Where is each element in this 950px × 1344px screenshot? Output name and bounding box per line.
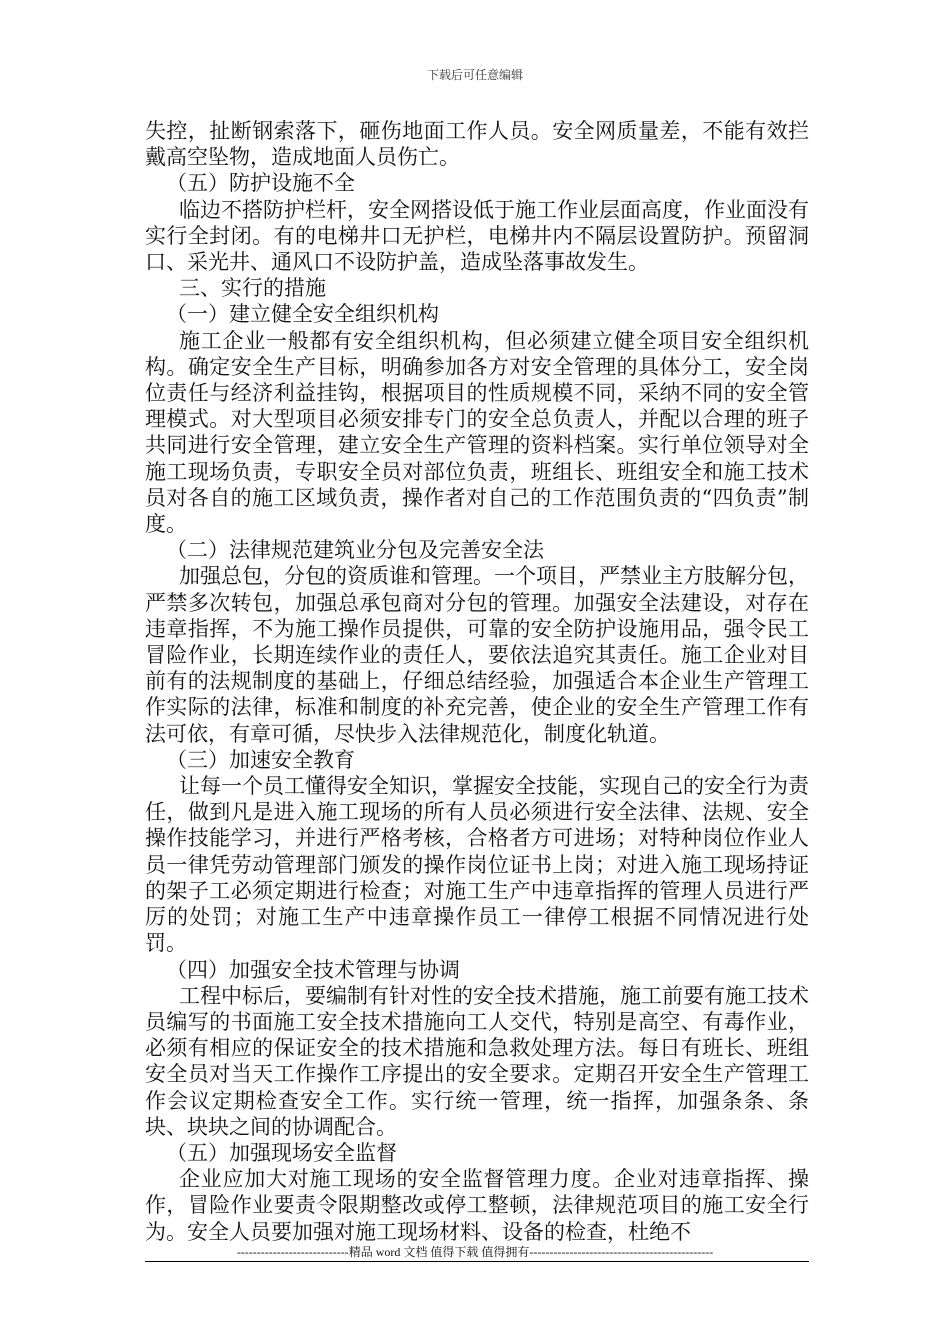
subheading: （二）法律规范建筑业分包及完善安全法 — [166, 538, 544, 563]
paragraph: 工程中标后，要编制有针对性的安全技术措施，施工前要有施工技术员编写的书面施工安全技术措施向工人交代，特别是高空、有毒作业，必须有相应的保证安全的技术措施和急救处理方法。每日有班长、班组安全员对当天工作操作工序提出的安全要求。定期召开安全生产管理工作会议定期检查安全工作。实行统一管理，统一指挥，加强条条、条块、块块之间的协调配合。 — [145, 983, 809, 1139]
section-heading: 三、实行的措施 — [179, 276, 326, 301]
subheading: （三）加速安全教育 — [166, 747, 355, 772]
page-footer: ----------------------------精品 word 文档 值得下载 值得拥有---------------------------------------------- — [236, 1245, 714, 1259]
paragraph-continuation: 失控，扯断钢索落下，砸伤地面工作人员。安全网质量差，不能有效拦戴高空坠物，造成地面人员伤亡。 — [145, 119, 809, 170]
subheading: （一）建立健全安全组织机构 — [166, 302, 439, 327]
footer-rule — [145, 1261, 809, 1262]
document-body — [145, 118, 809, 1245]
page-header: 下载后可任意编辑 — [426, 68, 523, 82]
paragraph: 临边不搭防护栏杆，安全网搭设低于施工作业层面高度，作业面没有实行全封闭。有的电梯井口无护栏，电梯井内不隔层设置防护。预留洞口、采光井、通风口不设防护盖，造成坠落事故发生。 — [145, 197, 809, 275]
subheading: （五）防护设施不全 — [166, 171, 355, 196]
paragraph: 让每一个员工懂得安全知识，掌握安全技能，实现自己的安全行为责任，做到凡是进入施工现场的所有人员必须进行安全法律、法规、安全操作技能学习，并进行严格考核，合格者方可进场；对特种岗位作业人员一律凭劳动管理部门颁发的操作岗位证书上岗；对进入施工现场持证的架子工必须定期进行检查；对施工生产中违章指挥的管理人员进行严厉的处罚；对施工生产中违章操作员工一律停工根据不同情况进行处罚。 — [145, 774, 809, 956]
paragraph: 企业应加大对施工现场的安全监督管理力度。企业对违章指挥、操作，冒险作业要责令限期整改或停工整顿，法律规范项目的施工安全行为。安全人员要加强对施工现场材料、设备的检查，杜绝不 — [145, 1167, 809, 1244]
subheading: （四）加强安全技术管理与协调 — [166, 957, 460, 982]
paragraph: 加强总包，分包的资质谁和管理。一个项目，严禁业主方肢解分包，严禁多次转包，加强总承包商对分包的管理。加强安全法建设，对存在违章指挥，不为施工操作员提供，可靠的安全防护设施用品，强令民工冒险作业，长期连续作业的责任人，要依法追究其责任。施工企业对目前有的法规制度的基础上，仔细总结经验，加强适合本企业生产管理工作实际的法律，标准和制度的补充完善，使企业的安全生产管理工作有法可依，有章可循，尽快步入法律规范化，制度化轨道。 — [145, 564, 809, 746]
subheading: （五）加强现场安全监督 — [166, 1140, 397, 1165]
paragraph: 施工企业一般都有安全组织机构，但必须建立健全项目安全组织机构。确定安全生产目标，明确参加各方对安全管理的具体分工，安全岗位责任与经济利益挂钩，根据项目的性质规模不同，采纳不同的安全管理模式。对大型项目必须安排专门的安全总负责人，并配以合理的班子共同进行安全管理，建立安全生产管理的资料档案。实行单位领导对全施工现场负责，专职安全员对部位负责，班组长、班组安全和施工技术员对各自的施工区域负责，操作者对自己的工作范围负责的“四负责”制度。 — [145, 328, 809, 537]
